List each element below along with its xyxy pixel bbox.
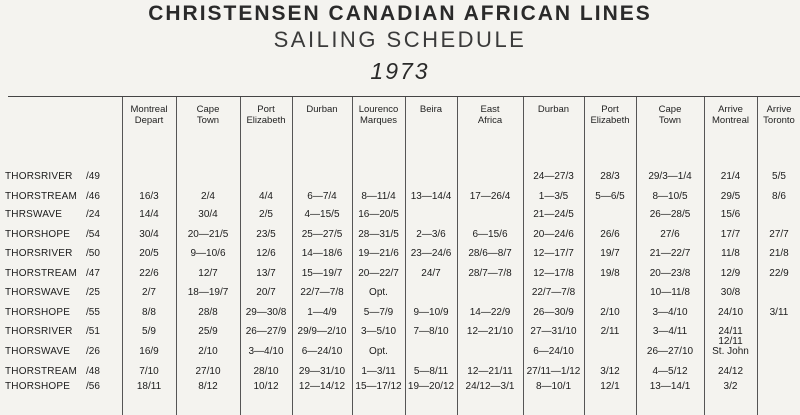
schedule-cell: 28/3 <box>600 171 620 182</box>
voyage-number: /56 <box>86 381 100 392</box>
schedule-cell: 3—5/10 <box>360 326 397 337</box>
schedule-cell: 12—17/7 <box>533 248 574 259</box>
schedule-cell: 29—30/8 <box>245 307 287 318</box>
ship-name: THORSTREAM <box>5 268 77 279</box>
schedule-cell: 29/3—1/4 <box>648 171 692 182</box>
schedule-cell: 2/5 <box>259 209 273 220</box>
voyage-number: /24 <box>86 209 100 220</box>
schedule-cell: 12/7 <box>198 268 218 279</box>
schedule-cell: 1—4/9 <box>307 307 337 318</box>
schedule-cell: 13—14/4 <box>410 191 452 202</box>
schedule-cell: 5/9 <box>142 326 156 337</box>
schedule-cell: 29—31/10 <box>298 366 346 377</box>
company-title: CHRISTENSEN CANADIAN AFRICAN LINES <box>148 2 652 25</box>
column-header: Cape Town <box>196 104 220 126</box>
schedule-cell: 19—20/12 <box>407 381 455 392</box>
table-row <box>0 381 800 397</box>
schedule-cell: 24/7 <box>421 268 441 279</box>
schedule-cell: 2/4 <box>201 191 215 202</box>
schedule-cell: 4—5/12 <box>652 366 688 377</box>
column-header: Arrive Montreal <box>712 104 749 126</box>
schedule-cell: Opt. <box>369 346 388 357</box>
schedule-cell: 3/12 <box>600 366 620 377</box>
schedule-cell: 12—17/8 <box>533 268 574 279</box>
schedule-cell: 6—15/6 <box>472 229 508 240</box>
column-header: Cape Town <box>658 104 682 126</box>
schedule-cell: 28/7—7/8 <box>468 268 512 279</box>
ship-name: THORSRIVER <box>5 326 73 337</box>
schedule-cell: 20—23/8 <box>649 268 691 279</box>
schedule-cell: 15/6 <box>720 209 741 220</box>
schedule-cell: 9—10/6 <box>190 248 226 259</box>
table-row <box>0 229 800 245</box>
schedule-cell: 26—27/9 <box>245 326 287 337</box>
schedule-cell: 13/7 <box>256 268 276 279</box>
voyage-number: /51 <box>86 326 100 337</box>
schedule-cell: 27—31/10 <box>530 326 577 337</box>
schedule-cell: 23/5 <box>256 229 276 240</box>
schedule-cell: 27/7 <box>769 229 789 240</box>
schedule-cell: 15—19/7 <box>301 268 343 279</box>
schedule-cell: 5—7/9 <box>363 307 394 318</box>
schedule-cell: 24/12—3/1 <box>465 381 515 392</box>
schedule-cell: 7/10 <box>139 366 159 377</box>
schedule-cell: 28—31/5 <box>358 229 399 240</box>
column-header: Lourenco Marques <box>358 104 399 126</box>
schedule-cell: 29/9—2/10 <box>297 326 347 337</box>
schedule-cell: 10/12 <box>253 381 279 392</box>
ship-name: THORSWAVE <box>5 287 71 298</box>
voyage-number: /50 <box>86 248 100 259</box>
schedule-cell: 19—21/6 <box>358 248 399 259</box>
schedule-cell: 17—26/4 <box>469 191 511 202</box>
schedule-cell: 8—10/1 <box>535 381 572 392</box>
voyage-number: /48 <box>86 366 100 377</box>
schedule-cell: 27/11—1/12 <box>526 366 581 377</box>
table-row <box>0 287 800 303</box>
schedule-cell: 22/9 <box>769 268 789 279</box>
schedule-cell: 20/5 <box>139 248 159 259</box>
column-header: Durban <box>306 104 338 115</box>
schedule-cell: 13—14/1 <box>649 381 691 392</box>
schedule-cell: 2/10 <box>600 307 620 318</box>
schedule-cell: 22/7—7/8 <box>300 287 344 298</box>
schedule-cell: 16—20/5 <box>358 209 399 220</box>
schedule-cell: 2/11 <box>600 326 620 337</box>
schedule-cell: 19/8 <box>600 268 620 279</box>
ship-name: THORSHOPE <box>5 229 71 240</box>
schedule-cell: 14—22/9 <box>469 307 511 318</box>
schedule-cell: 4—15/5 <box>304 209 340 220</box>
table-row <box>0 307 800 323</box>
column-header: Arrive Toronto <box>763 104 795 126</box>
schedule-cell: 8—11/4 <box>361 191 396 202</box>
schedule-cell: 5—6/5 <box>595 191 625 202</box>
table-row <box>0 171 800 187</box>
ship-name: THORSTREAM <box>5 366 77 377</box>
schedule-cell: 3/2 <box>723 381 738 392</box>
schedule-cell: 28/6—8/7 <box>468 248 512 259</box>
schedule-cell: 8/8 <box>142 307 156 318</box>
schedule-cell: 19/7 <box>600 248 620 259</box>
schedule-cell: 24—27/3 <box>533 171 574 182</box>
schedule-cell: 21—24/5 <box>533 209 574 220</box>
schedule-cell: 16/9 <box>139 346 159 357</box>
ship-name: THORSWAVE <box>5 346 71 357</box>
ship-name: THORSRIVER <box>5 248 73 259</box>
schedule-cell: 10—11/8 <box>650 287 690 298</box>
schedule-cell: 28/8 <box>198 307 218 318</box>
schedule-cell: 27/10 <box>195 366 221 377</box>
schedule-cell: 30/8 <box>720 287 741 298</box>
schedule-cell: 24/10 <box>717 307 744 318</box>
schedule-cell: 12—14/12 <box>298 381 346 392</box>
schedule-cell: 12/6 <box>256 248 276 259</box>
table-row <box>0 191 800 207</box>
schedule-cell: 8/6 <box>772 191 786 202</box>
schedule-cell: 9—10/9 <box>413 307 449 318</box>
ship-name: THORSRIVER <box>5 171 73 182</box>
schedule-year: 1973 <box>370 58 430 84</box>
schedule-cell: 2—3/6 <box>416 229 446 240</box>
schedule-cell: 4/4 <box>259 191 273 202</box>
schedule-cell: Opt. <box>369 287 388 298</box>
column-header: Beira <box>419 104 443 115</box>
schedule-cell: 2/10 <box>198 346 218 357</box>
schedule-cell: 30/4 <box>198 209 218 220</box>
table-row <box>0 326 800 342</box>
voyage-number: /47 <box>86 268 100 279</box>
schedule-subtitle: SAILING SCHEDULE <box>273 27 527 52</box>
schedule-cell: 24/11 <box>718 326 743 337</box>
schedule-cell: 26—30/9 <box>533 307 574 318</box>
schedule-cell: 3—4/10 <box>248 346 284 357</box>
ship-name: THRSWAVE <box>5 209 63 220</box>
schedule-cell: 14/4 <box>139 209 159 220</box>
schedule-cell: 23—24/6 <box>410 248 452 259</box>
schedule-cell: 20—21/5 <box>187 229 229 240</box>
schedule-cell: 3/11 <box>769 307 789 318</box>
schedule-cell: 21/8 <box>769 248 789 259</box>
schedule-cell: 12/1 <box>600 381 620 392</box>
column-header: Montreal Depart <box>130 104 168 126</box>
schedule-cell: 26/6 <box>600 229 620 240</box>
column-header: East Africa <box>477 104 503 126</box>
schedule-cell: 8—10/5 <box>652 191 688 202</box>
voyage-number: /55 <box>86 307 100 318</box>
schedule-cell: 20—24/6 <box>533 229 574 240</box>
schedule-cell: 12—21/11 <box>467 366 513 377</box>
table-row <box>0 248 800 264</box>
schedule-cell: 26—28/5 <box>649 209 691 220</box>
schedule-cell: 16/3 <box>139 191 159 202</box>
schedule-cell: 28/10 <box>253 366 279 377</box>
table-row <box>0 268 800 284</box>
schedule-cell: 18/11 <box>136 381 162 392</box>
ship-name: THORSHOPE <box>5 381 71 392</box>
schedule-cell: 6—24/10 <box>533 346 574 357</box>
schedule-cell: 22/6 <box>139 268 159 279</box>
schedule-cell: 8/12 <box>198 381 218 392</box>
table-row <box>0 336 800 362</box>
schedule-cell: 2/7 <box>142 287 156 298</box>
voyage-number: /54 <box>86 229 100 240</box>
schedule-cell: 26—27/10 <box>646 346 694 357</box>
schedule-cell: 7—8/10 <box>413 326 449 337</box>
schedule-cell: 5/5 <box>772 171 786 182</box>
schedule-cell: 3—4/10 <box>652 307 688 318</box>
schedule-cell: 20/7 <box>256 287 276 298</box>
schedule-cell: 6—24/10 <box>301 346 343 357</box>
schedule-cell: 6—7/4 <box>307 191 337 202</box>
schedule-cell: 1—3/11 <box>361 366 396 377</box>
schedule-cell: 20—22/7 <box>358 268 399 279</box>
voyage-number: /26 <box>86 346 100 357</box>
schedule-cell: 25/9 <box>198 326 218 337</box>
table-row <box>0 209 800 225</box>
schedule-cell: 12/9 <box>720 268 741 279</box>
voyage-number: /46 <box>86 191 100 202</box>
column-header: Port Elizabeth <box>590 104 630 126</box>
schedule-cell: 21/4 <box>720 171 741 182</box>
schedule-cell: 14—18/6 <box>301 248 343 259</box>
ship-name: THORSHOPE <box>5 307 71 318</box>
schedule-cell: 30/4 <box>139 229 159 240</box>
voyage-number: /49 <box>86 171 100 182</box>
schedule-cell: 11/8 <box>721 248 740 259</box>
voyage-number: /25 <box>86 287 100 298</box>
schedule-cell: 18—19/7 <box>187 287 229 298</box>
schedule-cell: 22/7—7/8 <box>531 287 576 298</box>
schedule-cell: 29/5 <box>720 191 741 202</box>
schedule-cell: 3—4/11 <box>652 326 688 337</box>
column-header: Port Elizabeth <box>246 104 286 126</box>
schedule-cell: 15—17/12 <box>355 381 402 392</box>
column-header: Durban <box>537 104 570 115</box>
schedule-cell: 12/11 St. John <box>712 336 749 357</box>
schedule-cell: 5—8/11 <box>413 366 449 377</box>
schedule-cell: 25—27/5 <box>301 229 343 240</box>
schedule-cell: 12—21/10 <box>466 326 514 337</box>
schedule-cell: 24/12 <box>717 366 744 377</box>
schedule-cell: 1—3/5 <box>538 191 569 202</box>
ship-name: THORSTREAM <box>5 191 77 202</box>
table-top-rule <box>8 96 800 97</box>
schedule-cell: 21—22/7 <box>649 248 691 259</box>
schedule-cell: 17/7 <box>720 229 741 240</box>
schedule-cell: 27/6 <box>660 229 680 240</box>
table-row <box>0 366 800 382</box>
